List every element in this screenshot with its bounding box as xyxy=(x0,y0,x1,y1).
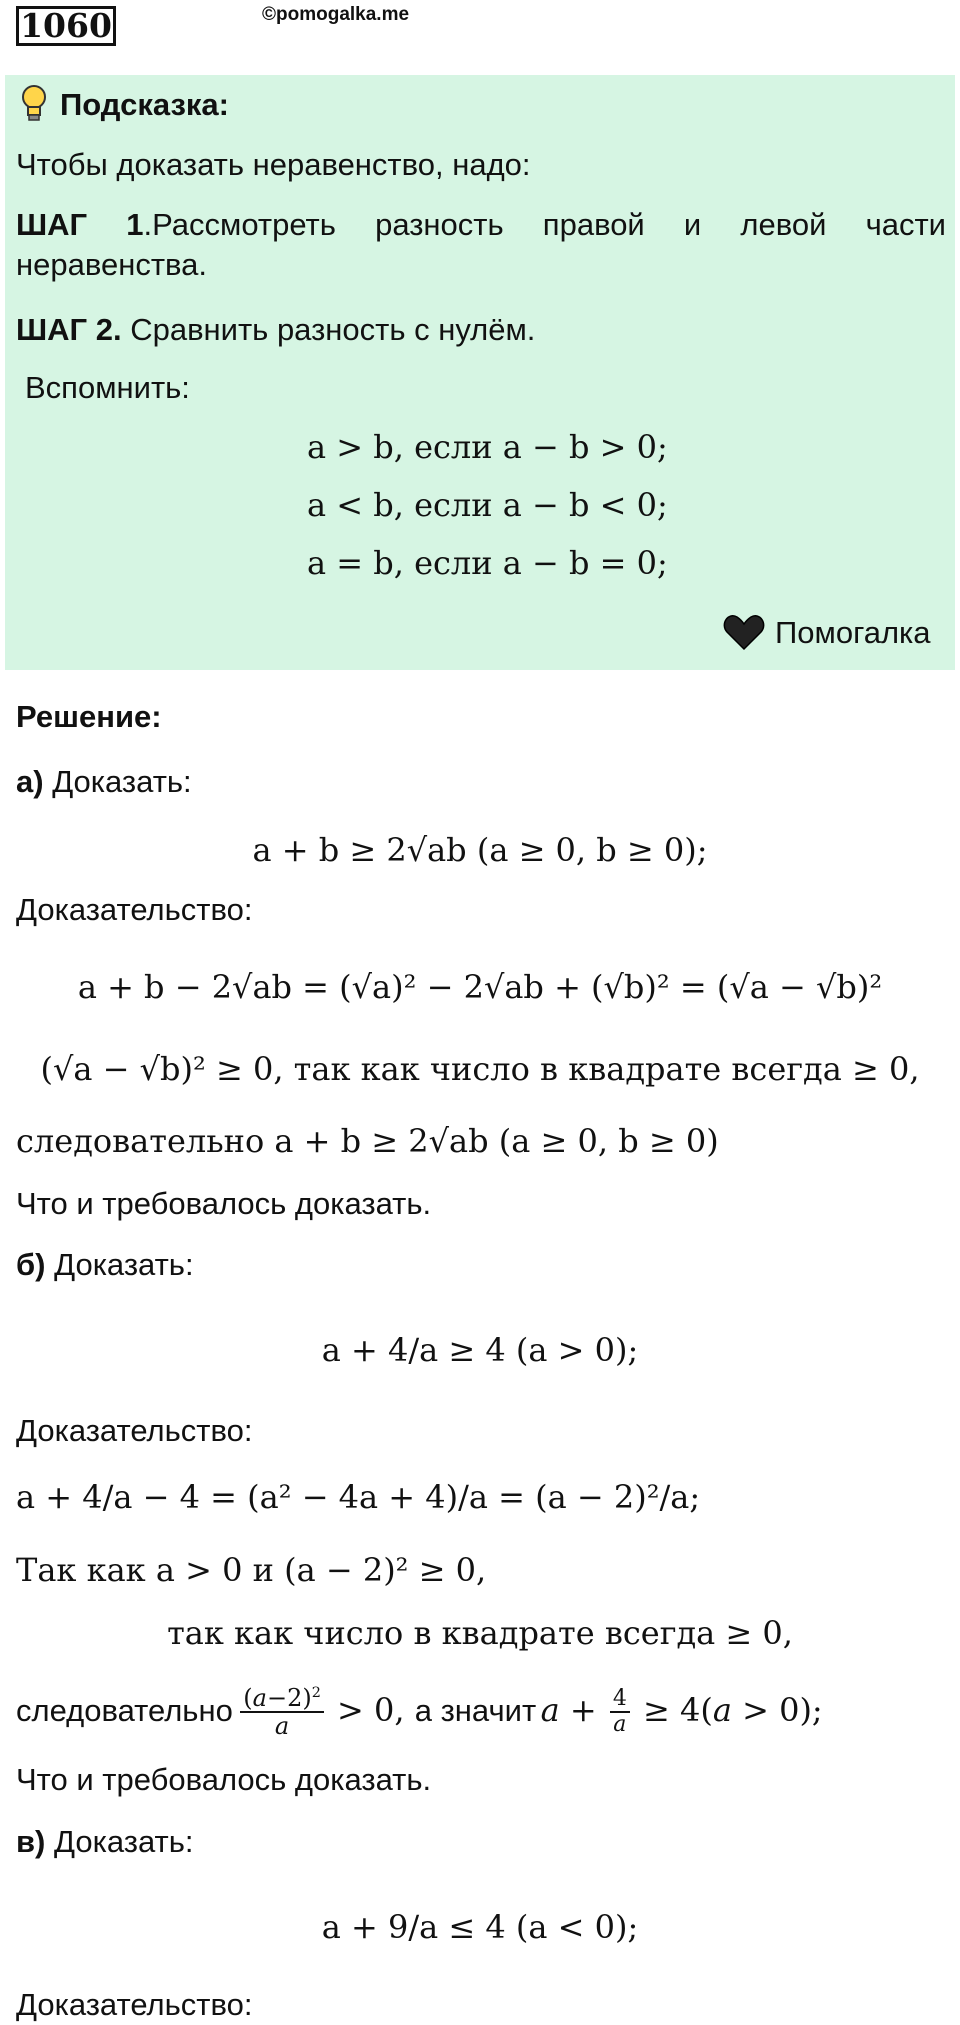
b-line4-prefix: следовательно xyxy=(16,1692,233,1728)
b-line1: a + 4/a − 4 = (a² − 4a + 4)/a = (a − 2)²/a; xyxy=(16,1478,701,1516)
hint-box xyxy=(5,75,955,670)
hint-title: Подсказка: xyxy=(60,87,229,122)
a-line3: следовательно a + b ≥ 2√ab (a ≥ 0, b ≥ 0) xyxy=(16,1122,719,1160)
part-c-heading xyxy=(16,1822,193,1862)
b-line2: Так как a > 0 и (a − 2)² ≥ 0, xyxy=(16,1551,487,1589)
part-b-heading xyxy=(16,1245,194,1285)
step1-text: .Рассмотреть разность правой и левой части неравенства. xyxy=(16,207,946,282)
b-line4: следовательно $\frac{(a-2)^2}{a}$ > 0, а значит a + $\frac{4}{a}$ ≥ 4(a > 0); xyxy=(16,1684,823,1741)
prove-label: Доказать: xyxy=(52,764,192,799)
task-number: 1060 xyxy=(16,6,116,46)
proof-label-b: Доказательство: xyxy=(16,1413,253,1448)
heart-icon xyxy=(723,613,765,651)
lightbulb-icon xyxy=(19,83,49,123)
rule-1: a > b, если a − b > 0; xyxy=(307,428,668,466)
a-line2: (√a − √b)² ≥ 0, так как число в квадрате всегда ≥ 0, xyxy=(40,1050,920,1088)
a-line1: a + b − 2√ab = (√a)² − 2√ab + (√b)² = (√a − √b)² xyxy=(77,968,883,1006)
rule-2: a < b, если a − b < 0; xyxy=(307,486,668,524)
part-c-label: в) xyxy=(16,1824,46,1859)
done-a: Что и требовалось доказать. xyxy=(16,1186,432,1221)
step2-label: ШАГ 2. xyxy=(16,312,122,347)
step2-text: Сравнить разность с нулём. xyxy=(121,312,536,347)
step1-label: ШАГ 1 xyxy=(16,207,144,242)
b-line3: так как число в квадрате всегда ≥ 0, xyxy=(167,1614,793,1652)
done-b: Что и требовалось доказать. xyxy=(16,1762,432,1797)
c-goal: a + 9/a ≤ 4 (a < 0); xyxy=(321,1908,639,1946)
prove-label-b: Доказать: xyxy=(54,1247,194,1282)
hint-remember: Вспомнить: xyxy=(25,370,190,405)
brand-label: Помогалка xyxy=(775,615,931,650)
hint-step1 xyxy=(16,205,946,285)
hint-intro: Чтобы доказать неравенство, надо: xyxy=(16,147,531,182)
prove-label-c: Доказать: xyxy=(54,1824,194,1859)
proof-label-a: Доказательство: xyxy=(16,892,253,927)
solution-title: Решение: xyxy=(16,699,162,734)
b-line4-mid: а значит xyxy=(414,1692,537,1728)
a-goal: a + b ≥ 2√ab (a ≥ 0, b ≥ 0); xyxy=(252,831,708,869)
part-a-label: а) xyxy=(16,764,44,799)
proof-label-c: Доказательство: xyxy=(16,1987,253,2022)
b-goal: a + 4/a ≥ 4 (a > 0); xyxy=(321,1331,639,1369)
site-watermark: ©pomogalka.me xyxy=(262,4,410,25)
part-b-label: б) xyxy=(16,1247,46,1282)
rule-3: a = b, если a − b = 0; xyxy=(307,544,668,582)
hint-step2 xyxy=(16,310,535,350)
part-a-heading xyxy=(16,762,192,802)
